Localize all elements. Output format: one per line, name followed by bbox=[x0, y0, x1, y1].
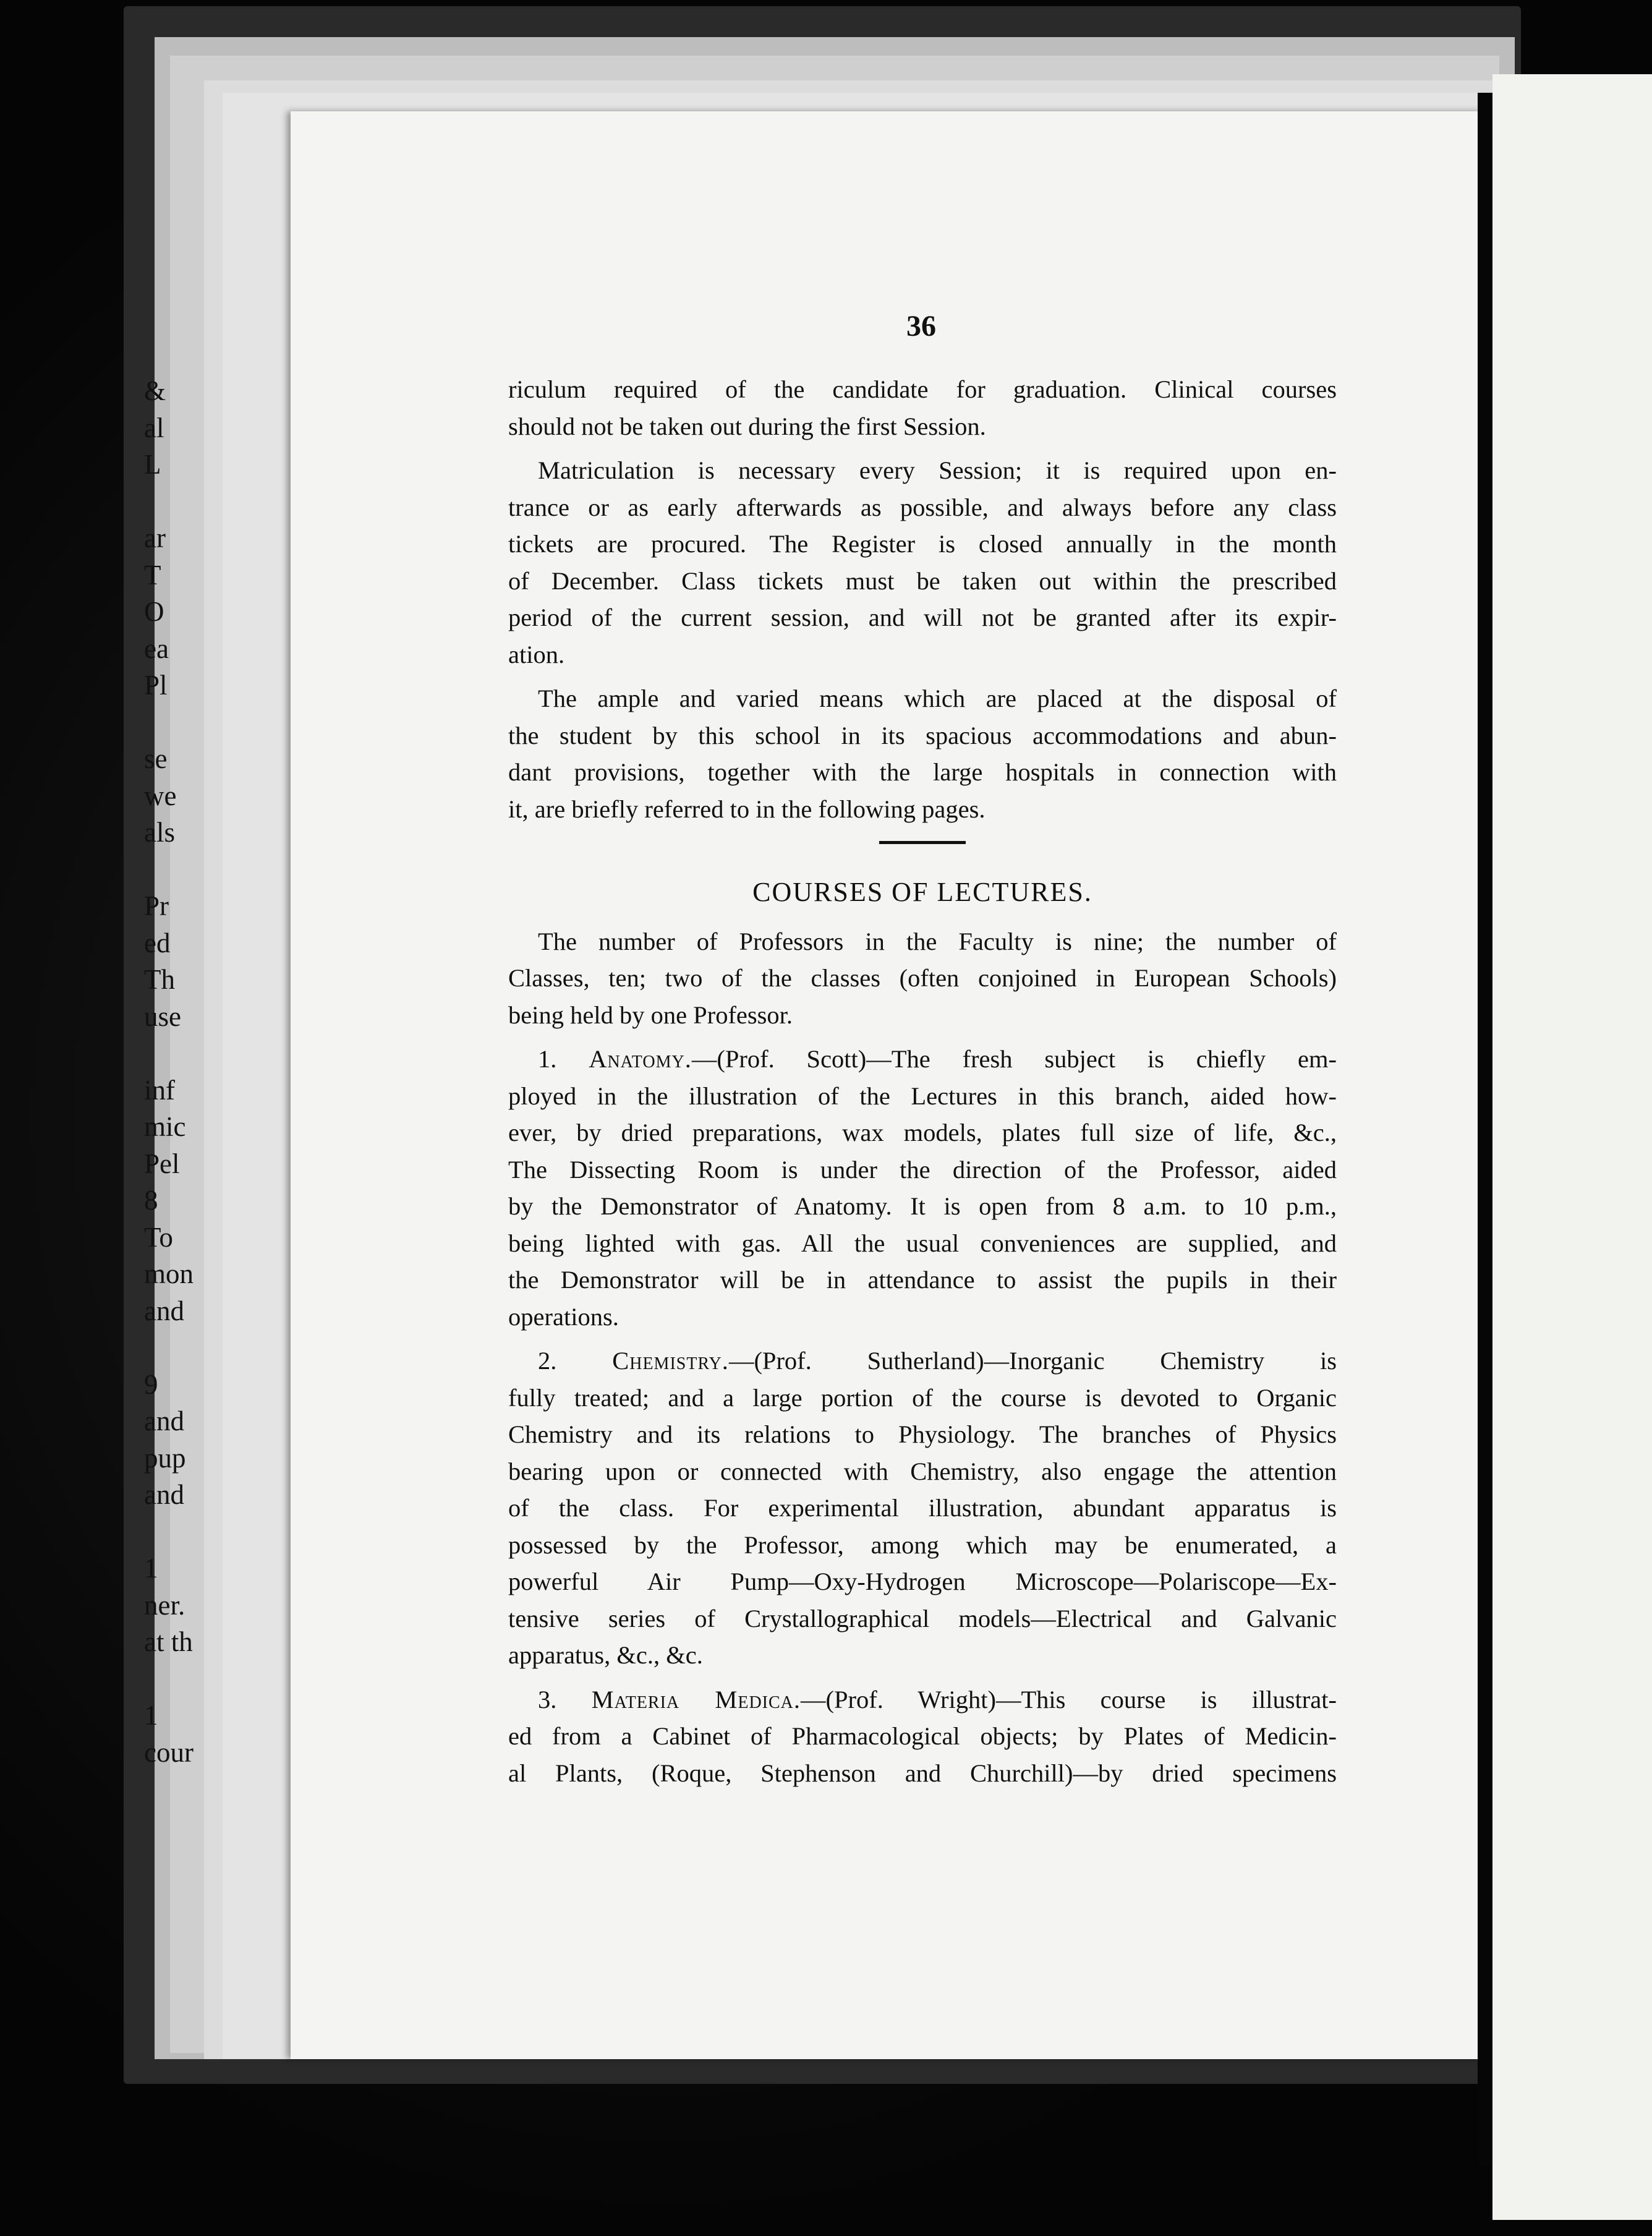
right-page-text-fragment: inf bbox=[144, 1074, 175, 1106]
course-name: Anatomy. bbox=[589, 1045, 692, 1073]
section-heading: COURSES OF LECTURES. bbox=[752, 877, 1092, 907]
text-body bbox=[508, 371, 1337, 1791]
text-line: bearing upon or connected with Chemistry, also engage the attention bbox=[508, 1457, 1337, 1485]
course-text: —(Prof. Wright)—This course is illustrat- bbox=[801, 1685, 1337, 1713]
section-divider bbox=[879, 841, 966, 844]
text-line: apparatus, &c., &c. bbox=[508, 1641, 703, 1669]
text-line: Matriculation is necessary every Session; it is required upon en- bbox=[538, 456, 1337, 484]
text-line: The number of Professors in the Faculty is nine; the number of bbox=[538, 927, 1337, 955]
text-line: powerful Air Pump—Oxy-Hydrogen Microscope—Polariscope—Ex- bbox=[508, 1568, 1337, 1595]
course-text: —(Prof. Sutherland)—Inorganic Chemistry is bbox=[728, 1347, 1337, 1375]
text-line: ed from a Cabinet of Pharmacological objects; by Plates of Medicin- bbox=[508, 1722, 1337, 1750]
right-page-text-fragment: To bbox=[144, 1221, 173, 1253]
right-page-text-fragment: ea bbox=[144, 633, 169, 664]
text-line: it, are briefly referred to in the following pages. bbox=[508, 795, 986, 823]
text-line: Classes, ten; two of the classes (often conjoined in European Schools) bbox=[508, 964, 1337, 992]
right-page-text-fragment: mic bbox=[144, 1111, 186, 1142]
matriculation-paragraph bbox=[508, 452, 1337, 673]
right-page-text-fragment: ed bbox=[144, 927, 171, 958]
course-number: 1. bbox=[538, 1045, 557, 1073]
text-line: ever, by dried preparations, wax models, plates full size of life, &c., bbox=[508, 1119, 1337, 1146]
right-page-text-fragment: and bbox=[144, 1406, 184, 1436]
right-page-text-fragment: als bbox=[144, 817, 175, 848]
course-number: 3. bbox=[538, 1685, 557, 1713]
text-line: al Plants, (Roque, Stephenson and Churchill)—by dried specimens bbox=[508, 1759, 1337, 1787]
course-number: 2. bbox=[538, 1347, 557, 1375]
text-line: being held by one Professor. bbox=[508, 1001, 793, 1029]
text-line: should not be taken out during the first Session. bbox=[508, 412, 986, 440]
right-page-text-fragment: se bbox=[144, 743, 168, 774]
right-page-text-fragment: 1 bbox=[144, 1700, 158, 1731]
right-page-text-fragment: L bbox=[144, 449, 161, 480]
text-line bbox=[508, 1681, 1337, 1718]
text-line: tensive series of Crystallographical models—Electrical and Galvanic bbox=[508, 1604, 1337, 1632]
text-line: dant provisions, together with the large hospitals in connection with bbox=[508, 758, 1337, 786]
course-materia-medica bbox=[508, 1681, 1337, 1792]
course-text: —(Prof. Scott)—The fresh subject is chiefly em- bbox=[691, 1045, 1337, 1073]
right-page-text-fragment: ar bbox=[144, 523, 166, 553]
right-page-text-fragment: mon bbox=[144, 1258, 194, 1289]
text-line: The Dissecting Room is under the direction of the Professor, aided bbox=[508, 1155, 1337, 1184]
text-line: by the Demonstrator of Anatomy. It is open from 8 a.m. to 10 p.m., bbox=[508, 1192, 1337, 1220]
text-line: the student by this school in its spacious accommodations and abun- bbox=[508, 721, 1337, 749]
text-line: ation. bbox=[508, 640, 565, 668]
right-page-text-fragment: cour bbox=[144, 1736, 194, 1768]
right-page-text-fragment: al bbox=[144, 412, 164, 443]
text-line: period of the current session, and will not be granted after its expir- bbox=[508, 604, 1337, 631]
course-name: Chemistry. bbox=[612, 1347, 729, 1375]
right-page-text-fragment: ner. bbox=[144, 1589, 185, 1621]
right-page-text-fragment: 1 bbox=[144, 1553, 158, 1584]
text-line: possessed by the Professor, among which may be enumerated, a bbox=[508, 1530, 1337, 1559]
right-page-text-fragment: 8 bbox=[144, 1185, 158, 1216]
right-page-text-fragment: & bbox=[144, 375, 166, 406]
right-page-text-fragment: O bbox=[144, 596, 164, 627]
means-paragraph bbox=[508, 680, 1337, 827]
text-line: riculum required of the candidate for graduation. Clinical courses bbox=[508, 375, 1337, 403]
text-line: being lighted with gas. All the usual conveniences are supplied, and bbox=[508, 1229, 1337, 1257]
right-page-text-fragment: pup bbox=[144, 1442, 186, 1474]
text-line: of the class. For experimental illustration, abundant apparatus is bbox=[508, 1494, 1337, 1522]
right-page-text-fragment: and bbox=[144, 1295, 184, 1326]
right-page-text-fragment: T bbox=[144, 559, 161, 591]
intro-paragraph bbox=[508, 371, 1337, 445]
right-page-text-fragment: Pel bbox=[144, 1148, 180, 1179]
course-chemistry bbox=[508, 1342, 1337, 1674]
right-page-text-fragment: Pl bbox=[144, 670, 168, 701]
right-page-text-fragment: Pr bbox=[144, 890, 169, 921]
right-page-text-fragment: use bbox=[144, 1001, 181, 1032]
text-line: ployed in the illustration of the Lectures in this branch, aided how- bbox=[508, 1082, 1337, 1110]
page-number: 36 bbox=[906, 310, 936, 343]
text-line: Chemistry and its relations to Physiology. The branches of Physics bbox=[508, 1420, 1337, 1448]
right-page-text-fragment: we bbox=[144, 780, 177, 811]
text-line: operations. bbox=[508, 1302, 619, 1331]
text-line: the Demonstrator will be in attendance to assist the pupils in their bbox=[508, 1266, 1337, 1294]
course-anatomy bbox=[508, 1041, 1337, 1335]
text-line: fully treated; and a large portion of the course is devoted to Organic bbox=[508, 1383, 1337, 1412]
text-line bbox=[508, 1342, 1337, 1380]
text-line: The ample and varied means which are placed at the disposal of bbox=[538, 685, 1337, 712]
right-page-text-fragment: 9 bbox=[144, 1368, 158, 1400]
course-name: Materia Medica. bbox=[591, 1685, 801, 1713]
text-line: of December. Class tickets must be taken out within the prescribed bbox=[508, 566, 1337, 595]
text-line: tickets are procured. The Register is closed annually in the month bbox=[508, 530, 1337, 558]
right-page-text-fragment: and bbox=[144, 1479, 184, 1510]
book-gutter bbox=[1478, 93, 1492, 2164]
text-line bbox=[508, 1041, 1337, 1078]
faculty-paragraph bbox=[508, 923, 1337, 1034]
right-page-text-fragment: Th bbox=[144, 964, 175, 995]
text-line: trance or as early afterwards as possible, and always before any class bbox=[508, 493, 1337, 521]
right-page-text-fragment: at th bbox=[144, 1626, 193, 1657]
